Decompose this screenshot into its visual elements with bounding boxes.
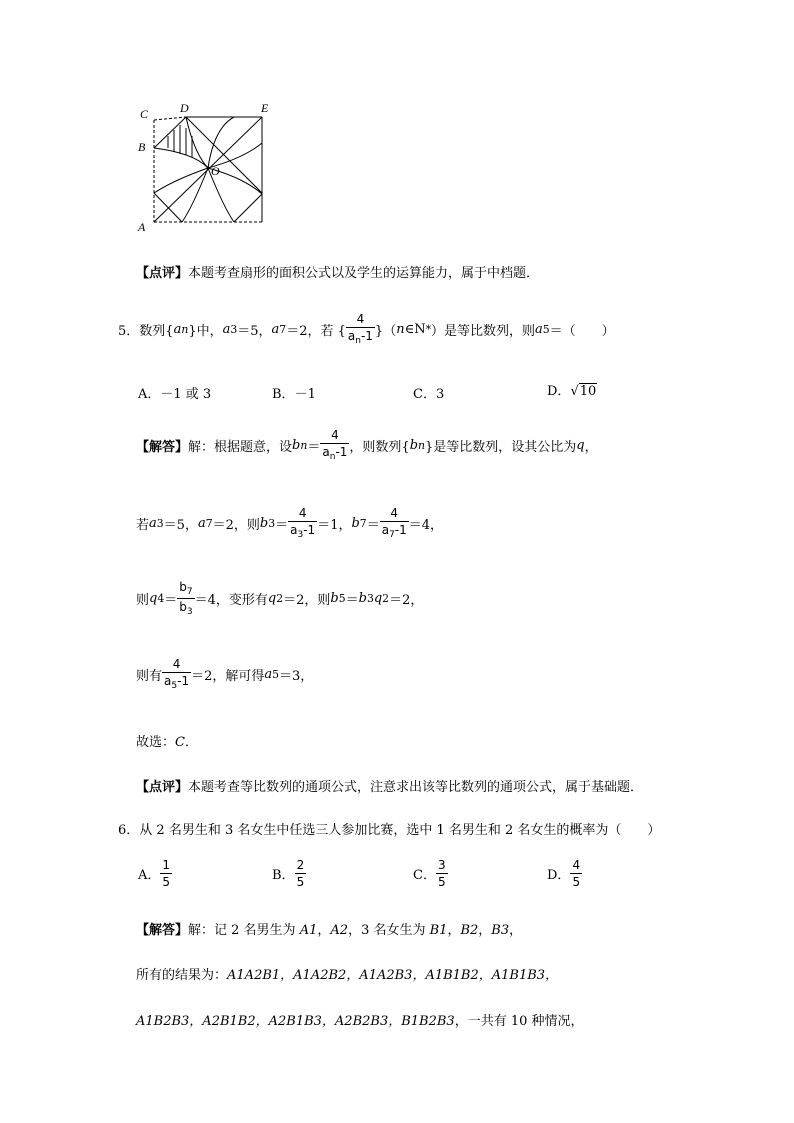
answer-5-line-1: 【解答】 解：根据题意，设 b n ＝ $\frac{4}{a_n-1}$ ，则数列{ b n }是等比数列，设其公比为 q ，: [136, 428, 598, 462]
label-A: A: [138, 220, 146, 233]
comment-2: [136, 776, 643, 795]
option-letter: B．: [272, 868, 295, 883]
answer-text: ＝2，则: [212, 517, 260, 533]
option-c: [413, 383, 444, 402]
answer-text: ＝1，: [317, 517, 352, 533]
stem-text: ）是等比数列，则: [431, 323, 536, 339]
label-C: C: [140, 107, 149, 121]
var-b2: B2: [460, 923, 479, 938]
answer-tag: 【解答】: [136, 439, 189, 455]
stem-text: }（: [374, 323, 397, 339]
answer-blank: ＝（ ）: [549, 323, 615, 339]
fraction: $\frac{4}{a_5-1}$: [164, 657, 190, 691]
option-b: [272, 383, 316, 402]
stem-text: 数列{: [139, 323, 174, 339]
var-a1: A1: [299, 923, 318, 938]
answer-text: 则有: [136, 668, 163, 684]
var-a: a: [222, 321, 231, 337]
var-a: a: [271, 321, 280, 337]
answer-6-line-1: 【解答】解：记 2 名男生为 A1，A2，3 名女生为 B1，B2，B3，: [136, 923, 523, 938]
frac-den: 5: [162, 875, 171, 889]
stem-text: }中，: [188, 323, 223, 339]
answer-text: ．: [184, 735, 198, 750]
comment-text: 本题考查等比数列的通项公式，注意求出该等比数列的通项公式，属于基础题．: [188, 780, 644, 795]
answer-text: ＝4，: [408, 517, 444, 533]
answer-5-line-3: 则 q 4 ＝ $\frac{b_7}{b_3}$ ＝4，变形有 q 2 ＝2，则 b 5 ＝ b 3 q 2 ＝2，: [136, 580, 424, 617]
label-B: B: [138, 140, 146, 154]
fraction: $\frac{b_7}{b_3}$: [179, 580, 193, 617]
frac-den: 5: [572, 875, 581, 889]
option-a: [138, 383, 211, 402]
comment-tag: 【点评】: [136, 780, 189, 795]
option-letter: D．: [547, 384, 571, 399]
sub-5: 5: [542, 322, 550, 336]
answer-text: 解：根据题意，设: [188, 439, 293, 455]
answer-text: ，: [584, 439, 598, 455]
choice-letter: C: [175, 735, 185, 750]
option-letter: C．: [413, 868, 436, 883]
var-b3: B3: [491, 923, 510, 938]
var-a: a: [535, 321, 543, 337]
var-q: q: [576, 437, 585, 453]
answer-text: 解：记 2 名男生为: [188, 923, 296, 938]
option-letter: D．: [547, 868, 571, 883]
var-a: a: [173, 321, 182, 337]
answer-6-line-3: [136, 1010, 584, 1029]
answer-text: }是等比数列，设其公比为: [425, 439, 577, 455]
answer-5-line-2: 若 a 3 ＝5， a 7 ＝2，则 b 3 ＝ $\frac{4}{a_3-1}$ ＝1， b 7 ＝ $\frac{4}{a_7-1}$ ＝4，: [136, 506, 444, 540]
answer-text: ，一共有 10 种情况，: [454, 1014, 584, 1029]
frac-num: 4: [356, 312, 365, 326]
option-letter: C．: [413, 387, 436, 402]
sub-7: 7: [279, 322, 287, 336]
frac-den: a: [347, 329, 356, 343]
frac-den-sub: n: [355, 336, 361, 346]
answer-text: ＝4，变形有: [194, 593, 268, 608]
answer-text: 所有的结果为：: [136, 968, 228, 983]
comment-text: 本题考查扇形的面积公式以及学生的运算能力，属于中档题．: [188, 266, 540, 281]
answer-text: ＝3，: [279, 668, 314, 684]
geometry-figure: [134, 98, 274, 233]
stem-text: ∈N: [404, 321, 426, 337]
option-letter: A．: [138, 387, 161, 402]
frac-den: 5: [437, 875, 446, 889]
option-a: [138, 858, 172, 889]
option-letter: B．: [272, 387, 295, 402]
answer-text: 故选：: [136, 735, 176, 750]
label-E: E: [261, 101, 269, 115]
option-text: 3: [435, 387, 445, 402]
option-text: －1 或 3: [160, 387, 212, 402]
frac-num: 4: [572, 858, 581, 872]
frac-den-rest: -1: [360, 329, 373, 343]
stem-text: ＝2，若 {: [286, 323, 346, 339]
comment-1: [136, 262, 539, 281]
option-d: [547, 858, 582, 889]
frac-num: 3: [437, 858, 446, 872]
option-text: －1: [294, 387, 316, 402]
answer-text: ，则数列{: [349, 439, 410, 455]
answer-5-choice: [136, 731, 198, 750]
var-a2: A2: [330, 923, 349, 938]
frac-den: 5: [296, 875, 305, 889]
question-5: [118, 312, 615, 346]
answer-5-line-4: 则有 $\frac{4}{a_5-1}$ ＝2，解可得 a 5 ＝3，: [136, 657, 314, 691]
answer-text: ，3 名女生为: [348, 923, 426, 938]
fraction: $\frac{4}{a_n-1}$: [322, 428, 348, 462]
frac-num: 1: [162, 858, 171, 872]
sqrt-symbol: √10: [570, 384, 597, 399]
answer-text: 若: [136, 517, 150, 533]
question-number: 5．: [118, 323, 140, 339]
frac-num: 2: [296, 858, 305, 872]
fraction: [346, 312, 375, 346]
question-number: 6．: [118, 823, 140, 838]
question-6: [118, 819, 660, 838]
answer-tag: 【解答】: [136, 923, 189, 938]
var-n: n: [396, 321, 405, 337]
var-b1: B1: [429, 923, 448, 938]
outcome-list: A1A2B1，A1A2B2，A1A2B3，A1B1B2，A1B1B3，: [227, 968, 559, 983]
stem-text: 从 2 名男生和 3 名女生中任选三人参加比赛，选中 1 名男生和 2 名女生的概率为（ ）: [139, 823, 661, 838]
sub-n: n: [181, 322, 189, 336]
answer-text: 则: [136, 593, 150, 608]
answer-text: ＝2，: [389, 593, 424, 608]
answer-text: ＝2，则: [283, 593, 331, 608]
star-sup: *: [425, 322, 431, 336]
sub-3: 3: [230, 322, 238, 336]
radicand: 10: [579, 384, 597, 399]
answer-text: ＝2，解可得: [191, 668, 265, 684]
answer-text: ＝5，: [163, 517, 198, 533]
option-c: [413, 858, 448, 889]
stem-text: ＝5，: [237, 323, 272, 339]
answer-6-line-2: [136, 964, 558, 983]
label-O: O: [211, 164, 220, 178]
label-D: D: [180, 101, 189, 115]
option-b: [272, 858, 306, 889]
option-d: [547, 380, 597, 399]
outcome-list: A1B2B3，A2B1B2，A2B1B3，A2B2B3，B1B2B3: [136, 1014, 455, 1029]
fraction: $\frac{4}{a_3-1}$: [290, 506, 316, 540]
option-letter: A．: [138, 868, 161, 883]
comment-tag: 【点评】: [136, 266, 189, 281]
fraction: $\frac{4}{a_7-1}$: [381, 506, 407, 540]
